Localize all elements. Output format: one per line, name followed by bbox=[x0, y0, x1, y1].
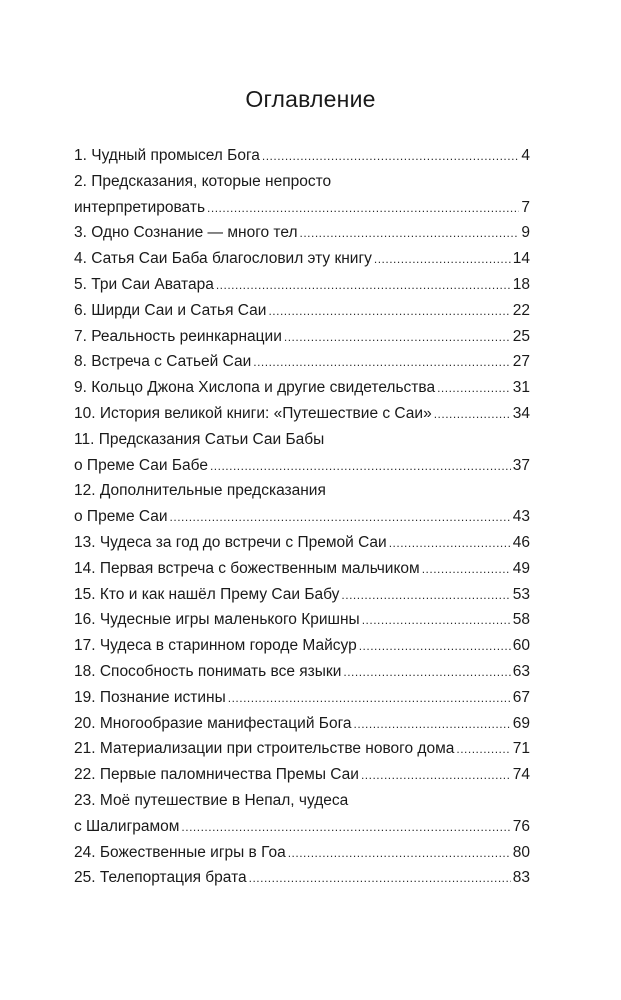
toc-page-number: 4 bbox=[521, 147, 530, 164]
dot-leader bbox=[361, 763, 511, 789]
toc-entry bbox=[74, 349, 530, 375]
toc-entry-title: 18. Способность понимать все языки bbox=[74, 662, 342, 680]
dot-leader bbox=[170, 505, 511, 531]
toc-entry-title: 21. Материализации при строительстве нового дома bbox=[74, 740, 455, 758]
toc-entry-title: 15. Кто и как нашёл Прему Саи Бабу bbox=[74, 585, 340, 603]
dot-leader bbox=[422, 557, 511, 583]
toc-entry-title: о Преме Саи bbox=[74, 508, 168, 526]
toc-page-number: 7 bbox=[521, 198, 530, 216]
dot-leader bbox=[207, 196, 519, 222]
toc-entry bbox=[74, 530, 530, 556]
dot-leader bbox=[456, 737, 510, 763]
toc-line bbox=[74, 582, 530, 608]
toc-line bbox=[74, 427, 530, 453]
toc-line bbox=[74, 840, 530, 866]
toc-line bbox=[74, 556, 530, 582]
page-title: Оглавление bbox=[245, 86, 376, 112]
toc-page-number: 67 bbox=[512, 688, 530, 706]
toc-entry bbox=[74, 607, 530, 633]
dot-leader bbox=[288, 841, 511, 867]
toc-entry bbox=[74, 375, 530, 401]
dot-leader bbox=[437, 376, 511, 402]
dot-leader bbox=[343, 660, 510, 686]
toc-entry-title: 24. Божественные игры в Гоа bbox=[74, 843, 286, 861]
dot-leader bbox=[354, 712, 511, 738]
toc-line bbox=[74, 814, 530, 840]
table-of-contents bbox=[74, 143, 530, 891]
toc-line bbox=[74, 453, 530, 479]
dot-leader bbox=[374, 247, 511, 273]
toc-entry-title: 9. Кольцо Джона Хислопа и другие свидетельства bbox=[74, 379, 436, 397]
dot-leader bbox=[228, 686, 511, 712]
toc-entry bbox=[74, 685, 530, 711]
dot-leader bbox=[210, 454, 511, 480]
dot-leader bbox=[181, 815, 510, 841]
toc-line bbox=[74, 349, 530, 375]
toc-line bbox=[74, 246, 530, 272]
toc-line bbox=[74, 272, 530, 298]
toc-line bbox=[74, 607, 530, 633]
toc-entry-title: 25. Телепортация брата bbox=[74, 869, 247, 887]
toc-entry-title: с Шалиграмом bbox=[74, 817, 180, 835]
toc-line bbox=[74, 324, 530, 350]
toc-entry bbox=[74, 865, 530, 891]
toc-entry-title: 12. Дополнительные предсказания bbox=[74, 482, 326, 500]
toc-entry-title: 2. Предсказания, которые непросто bbox=[74, 172, 332, 190]
toc-line bbox=[74, 401, 530, 427]
toc-line bbox=[74, 736, 530, 762]
toc-page-number: 14 bbox=[512, 250, 530, 268]
toc-page-number: 60 bbox=[512, 637, 530, 655]
dot-leader bbox=[359, 634, 511, 660]
toc-page-number: 58 bbox=[512, 611, 530, 629]
toc-entry bbox=[74, 840, 530, 866]
toc-page-number: 46 bbox=[512, 533, 530, 551]
toc-page-number: 69 bbox=[512, 714, 530, 732]
dot-leader bbox=[249, 866, 511, 892]
toc-line bbox=[74, 504, 530, 530]
toc-entry bbox=[74, 169, 530, 221]
toc-entry bbox=[74, 143, 530, 169]
toc-entry bbox=[74, 659, 530, 685]
toc-entry-title: 6. Ширди Саи и Сатья Саи bbox=[74, 301, 267, 319]
toc-entry-title: о Преме Саи Бабе bbox=[74, 456, 208, 474]
toc-entry-title: 1. Чудный промысел Бога bbox=[74, 147, 260, 164]
toc-line bbox=[74, 220, 530, 246]
toc-page-number: 43 bbox=[512, 508, 530, 526]
toc-page-number: 34 bbox=[512, 404, 530, 422]
dot-leader bbox=[362, 608, 511, 634]
toc-entry bbox=[74, 272, 530, 298]
toc-page-number: 49 bbox=[512, 559, 530, 577]
toc-entry-title: 10. История великой книги: «Путешествие с Саи» bbox=[74, 404, 432, 422]
toc-entry bbox=[74, 246, 530, 272]
dot-leader bbox=[341, 583, 510, 609]
dot-leader bbox=[434, 402, 511, 428]
toc-page-number: 37 bbox=[512, 456, 530, 474]
toc-entry-title: 17. Чудеса в старинном городе Майсур bbox=[74, 637, 357, 655]
toc-line bbox=[74, 169, 530, 195]
toc-page-number: 53 bbox=[512, 585, 530, 603]
toc-page-number: 25 bbox=[512, 327, 530, 345]
toc-page-number: 63 bbox=[512, 662, 530, 680]
toc-line bbox=[74, 685, 530, 711]
toc-entry-title: 4. Сатья Саи Баба благословил эту книгу bbox=[74, 250, 372, 268]
toc-line bbox=[74, 788, 530, 814]
dot-leader bbox=[389, 531, 511, 557]
toc-page-number: 27 bbox=[512, 353, 530, 371]
toc-page-number: 74 bbox=[512, 766, 530, 784]
toc-line bbox=[74, 143, 530, 169]
toc-line bbox=[74, 633, 530, 659]
toc-line bbox=[74, 865, 530, 891]
toc-entry bbox=[74, 711, 530, 737]
dot-leader bbox=[268, 299, 510, 325]
toc-page-number: 31 bbox=[512, 379, 530, 397]
toc-line bbox=[74, 659, 530, 685]
toc-entry-title: 11. Предсказания Сатьи Саи Бабы bbox=[74, 430, 325, 448]
toc-page-number: 80 bbox=[512, 843, 530, 861]
toc-entry bbox=[74, 478, 530, 530]
toc-page-number: 83 bbox=[512, 869, 530, 887]
dot-leader bbox=[216, 273, 511, 299]
toc-line bbox=[74, 298, 530, 324]
toc-page-number: 71 bbox=[512, 740, 530, 758]
toc-entry-title: 16. Чудесные игры маленького Кришны bbox=[74, 611, 360, 629]
toc-entry-title: интерпретировать bbox=[74, 198, 206, 216]
toc-entry-title: 14. Первая встреча с божественным мальчиком bbox=[74, 559, 420, 577]
toc-page-number: 9 bbox=[521, 224, 530, 242]
toc-entry bbox=[74, 736, 530, 762]
toc-page-number: 22 bbox=[512, 301, 530, 319]
toc-entry bbox=[74, 401, 530, 427]
toc-entry-title: 22. Первые паломничества Премы Саи bbox=[74, 766, 359, 784]
toc-entry-title: 3. Одно Сознание — много тел bbox=[74, 224, 298, 242]
toc-entry-title: 19. Познание истины bbox=[74, 688, 226, 706]
toc-line bbox=[74, 530, 530, 556]
toc-entry bbox=[74, 762, 530, 788]
toc-entry bbox=[74, 427, 530, 479]
dot-leader bbox=[253, 350, 510, 376]
toc-entry bbox=[74, 633, 530, 659]
toc-entry-title: 8. Встреча с Сатьей Саи bbox=[74, 353, 252, 371]
toc-entry-title: 7. Реальность реинкарнации bbox=[74, 327, 282, 345]
toc-entry bbox=[74, 556, 530, 582]
toc-entry bbox=[74, 788, 530, 840]
dot-leader bbox=[262, 144, 520, 170]
toc-line bbox=[74, 711, 530, 737]
toc-line bbox=[74, 195, 530, 221]
toc-entry-title: 23. Моё путешествие в Непал, чудеса bbox=[74, 791, 349, 809]
toc-entry-title: 13. Чудеса за год до встречи с Премой Саи bbox=[74, 533, 387, 551]
toc-page-number: 18 bbox=[512, 275, 530, 293]
dot-leader bbox=[300, 221, 520, 247]
toc-entry-title: 5. Три Саи Аватара bbox=[74, 275, 214, 293]
toc-entry-title: 20. Многообразие манифестаций Бога bbox=[74, 714, 352, 732]
toc-line bbox=[74, 375, 530, 401]
toc-entry bbox=[74, 298, 530, 324]
toc-line bbox=[74, 762, 530, 788]
toc-entry bbox=[74, 220, 530, 246]
dot-leader bbox=[284, 325, 511, 351]
toc-page-number: 76 bbox=[512, 817, 530, 835]
toc-line bbox=[74, 478, 530, 504]
toc-entry bbox=[74, 582, 530, 608]
toc-entry bbox=[74, 324, 530, 350]
